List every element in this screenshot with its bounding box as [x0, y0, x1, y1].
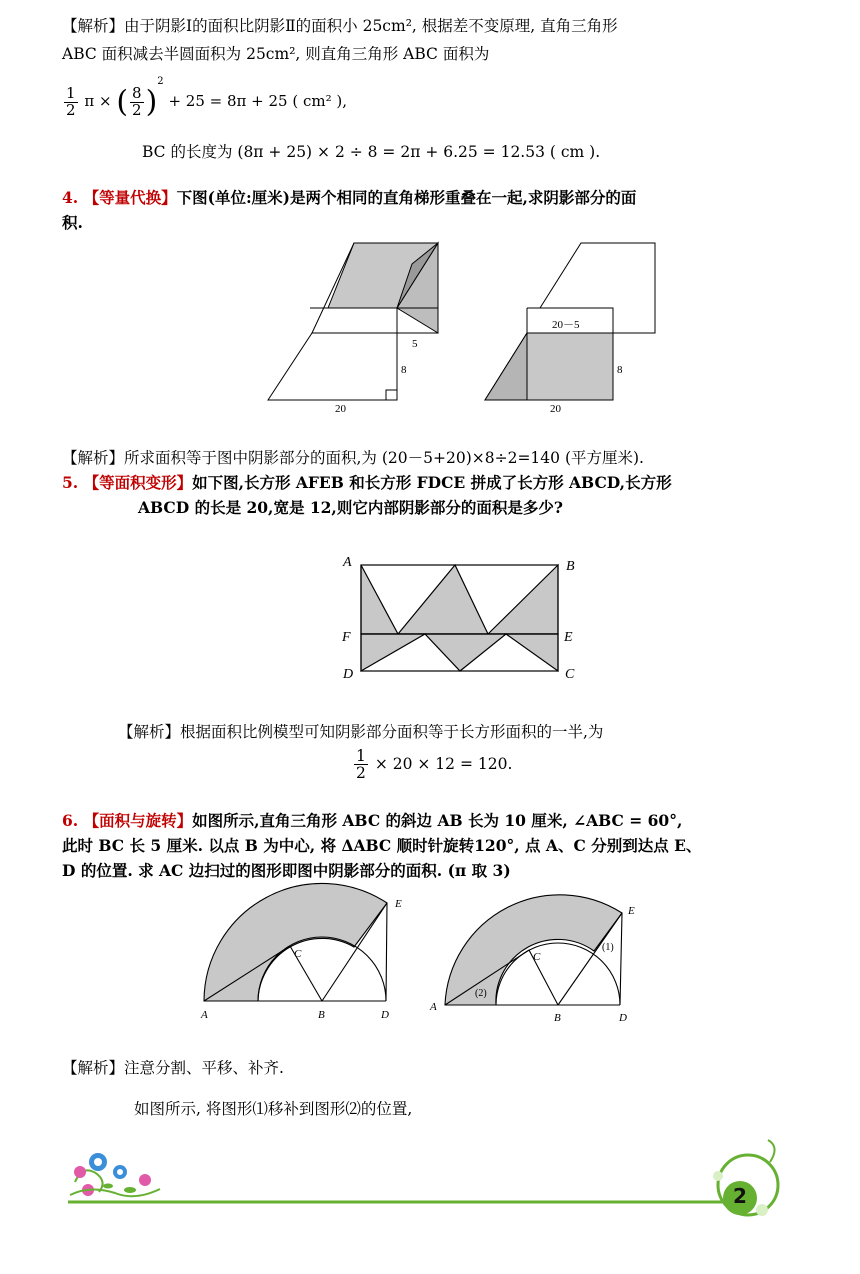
frac-eight-two: $\frac{8}{2}$: [132, 83, 142, 119]
q4-left-label-5: 5: [412, 338, 418, 350]
q5-answer-line: 【解析】根据面积比例模型可知阴影部分面积等于长方形面积的一半,为: [118, 723, 604, 741]
formula-tail: + 25 = 8π + 25 ( cm² ),: [168, 92, 347, 110]
q4-line2: 积.: [62, 213, 83, 232]
q5-line2: ABCD 的长是 20,宽是 12,则它内部阴影部分的面积是多少?: [138, 498, 563, 517]
q6-right-E: E: [628, 905, 635, 917]
q6-right-D: D: [619, 1012, 627, 1024]
q6-left-C: C: [294, 948, 302, 960]
q5-frac-half: $\frac{1}{2}$: [356, 747, 366, 783]
q5-label-C: C: [565, 667, 575, 682]
q6-line3: D 的位置. 求 AC 边扫过的图形即图中阴影部分的面积. (π 取 3): [62, 861, 511, 880]
q6-right-B: B: [554, 1012, 561, 1024]
sec3-formula: $\frac{1}{2}$ π × ( $\frac{8}{2}$ )$^2$ + 25 = 8π + 25 ( cm² ),: [66, 76, 347, 120]
q5-label-F: F: [342, 630, 351, 645]
q5-label-A: A: [343, 555, 352, 570]
q5-tag: 【等面积变形】: [83, 473, 193, 492]
q4-text1: 下图(单位:厘米)是两个相同的直角梯形重叠在一起,求阴影部分的面: [176, 188, 637, 207]
q6-right-C: C: [533, 951, 541, 963]
q6-left-E: E: [395, 898, 402, 910]
q4-tag: 【等量代换】: [83, 188, 177, 207]
q5-label-B: B: [566, 559, 575, 574]
flower-ornament: [70, 1153, 160, 1196]
q4-right-label-8: 8: [617, 364, 623, 376]
bc-length-line: BC 的长度为 (8π + 25) × 2 ÷ 8 = 2π + 6.25 = 12.53 ( cm ).: [142, 143, 601, 161]
q4-right-label-20: 20: [550, 403, 561, 415]
q5-number: 5.: [62, 473, 79, 492]
q6-tag: 【面积与旋转】: [83, 811, 193, 830]
q5-formula-tail: × 20 × 12 = 120.: [374, 754, 513, 773]
q6-left-D: D: [381, 1009, 389, 1021]
q5-label-E: E: [564, 630, 573, 645]
q5-text1: 如下图,长方形 AFEB 和长方形 FDCE 拼成了长方形 ABCD,长方形: [192, 473, 672, 492]
q6-right-label-2: (2): [475, 988, 487, 999]
q6-line2: 此时 BC 长 5 厘米. 以点 B 为中心, 将 ΔABC 顺时针旋转120°, 点 A、C 分别到达点 E、: [62, 836, 702, 855]
q6-answer-line2: 如图所示, 将图形⑴移补到图形⑵的位置,: [134, 1100, 413, 1118]
q6-left-A: A: [201, 1009, 208, 1021]
q6-left-B: B: [318, 1009, 325, 1021]
q4-number: 4.: [62, 188, 79, 207]
sec3-line1: 【解析】由于阴影Ⅰ的面积比阴影Ⅱ的面积小 25cm², 根据差不变原理, 直角三角形: [62, 17, 618, 35]
q6-right-label-1: (1): [602, 942, 614, 953]
frac-half: $\frac{1}{2}$: [66, 83, 76, 119]
q4-left-label-8: 8: [401, 364, 407, 376]
sec3-line2: ABC 面积减去半圆面积为 25cm², 则直角三角形 ABC 面积为: [62, 45, 490, 63]
q6-number: 6.: [62, 811, 79, 830]
q6-answer-line1: 【解析】注意分割、平移、补齐.: [62, 1059, 284, 1077]
q6-right-A: A: [430, 1001, 437, 1013]
q4-right-label-diff: 20－5: [552, 319, 580, 331]
q4-left-label-20: 20: [335, 403, 346, 415]
q5-label-D: D: [343, 667, 354, 682]
q6-text1: 如图所示,直角三角形 ABC 的斜边 AB 长为 10 厘米, ∠ABC = 60°,: [192, 811, 683, 830]
page-number: 2: [733, 1184, 747, 1208]
q4-answer: 【解析】所求面积等于图中阴影部分的面积,为 (20－5+20)×8÷2=140 (平方厘米).: [62, 449, 644, 467]
pi-times: π ×: [84, 92, 112, 110]
